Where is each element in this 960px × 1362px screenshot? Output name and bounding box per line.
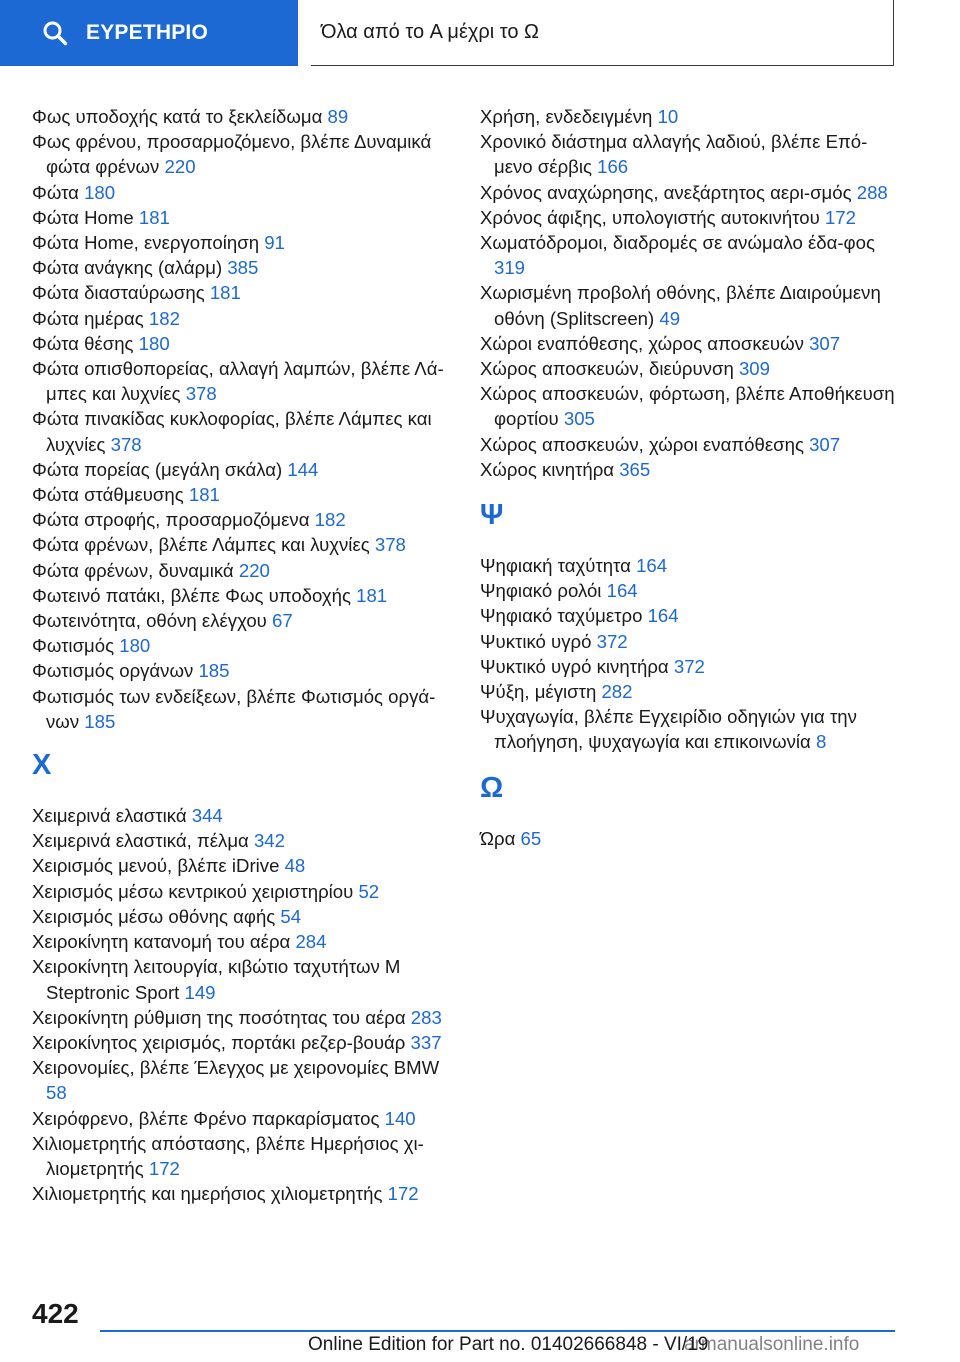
index-entry-text: Φωτισμός οργάνων: [32, 660, 199, 682]
index-entry-text: Χρήση, ενδεδειγμένη: [480, 106, 658, 127]
page-reference-link[interactable]: 10: [657, 106, 679, 127]
page-reference-link[interactable]: 49: [659, 307, 681, 329]
index-entry: [32, 1181, 452, 1206]
page-reference-link[interactable]: 337: [410, 1031, 442, 1053]
page-reference-link[interactable]: 378: [110, 433, 142, 455]
index-entry-text: Φώτα διασταύρωσης: [32, 282, 210, 304]
page-reference-link[interactable]: 372: [596, 630, 628, 652]
index-entry: [32, 658, 452, 683]
index-entry: [480, 629, 900, 654]
page-reference-link[interactable]: 282: [601, 681, 633, 703]
index-entry: [480, 331, 900, 356]
index-entry-text: Ψύξη, μέγιστη: [480, 681, 602, 703]
index-entry: [32, 633, 452, 658]
page-reference-link[interactable]: 288: [856, 181, 888, 203]
index-entry-text: Φωτεινό πατάκι, βλέπε Φως υποδοχής: [32, 584, 357, 606]
index-entry-text: Φωτισμός: [32, 635, 120, 657]
page-reference-link[interactable]: 149: [184, 981, 216, 1003]
page-reference-link[interactable]: 172: [387, 1183, 419, 1205]
page-reference-link[interactable]: 65: [520, 827, 542, 849]
index-entry-text: Χρονικό διάστημα αλλαγής λαδιού, βλέπε Επό-μενο σέρβις: [480, 131, 868, 178]
page-reference-link[interactable]: 164: [647, 605, 679, 627]
index-entry: [480, 679, 900, 704]
page-reference-link[interactable]: 307: [809, 433, 841, 455]
page-reference-link[interactable]: 181: [209, 282, 241, 304]
index-entry-text: Χώρος κινητήρα: [480, 458, 620, 480]
index-entry-text: Χειρισμός μέσω κεντρικού χειριστηρίου: [32, 880, 359, 902]
page-reference-link[interactable]: 67: [272, 610, 293, 632]
page-reference-link[interactable]: 182: [314, 509, 346, 531]
index-entry: [32, 180, 452, 205]
index-entry: [480, 205, 900, 230]
page-reference-link[interactable]: 185: [198, 660, 230, 682]
index-entry-text: Χειροκίνητη κατανομή του αέρα: [32, 931, 296, 953]
index-entry-text: Χιλιομετρητής απόστασης, βλέπε Ημερήσιος χι-λιομετρητής: [32, 1132, 424, 1179]
index-entry-text: Φώτα Home: [32, 206, 139, 228]
section-title: Όλα από το A μέχρι το Ω: [321, 21, 539, 43]
index-tab-label: ΕΥΡΕΤΗΡΙΟ: [86, 21, 208, 44]
page-reference-link[interactable]: 182: [148, 307, 180, 329]
page-reference-link[interactable]: 172: [824, 206, 856, 228]
index-entry: [32, 104, 452, 129]
index-entry: [480, 280, 900, 330]
index-entry: [32, 356, 452, 406]
index-entry-text: Ψυκτικό υγρό κινητήρα: [480, 655, 674, 677]
index-entry: [480, 704, 900, 754]
index-entry: [32, 1055, 452, 1105]
search-icon: [42, 20, 68, 46]
page-reference-link[interactable]: 166: [597, 156, 629, 178]
index-column-left: [32, 104, 452, 1206]
index-entry-text: Φως φρένου, προσαρμοζόμενο, βλέπε Δυναμικά φώτα φρένων: [32, 131, 432, 178]
section-title-box: [311, 0, 894, 66]
edition-note: Online Edition for Part no. 01402666848 - VI/19: [308, 1334, 709, 1355]
index-entry-text: Χειροκίνητος χειρισμός, πορτάκι ρεζερ-βουάρ: [32, 1031, 411, 1053]
page-reference-link[interactable]: 365: [619, 458, 651, 480]
index-entry-text: Χωματόδρομοι, διαδρομές σε ανώμαλο έδα-φος: [480, 232, 875, 254]
index-entry-text: Φωτεινότητα, οθόνη ελέγχου: [32, 610, 273, 632]
page-reference-link[interactable]: 144: [287, 458, 319, 480]
index-entry-text: Φώτα ανάγκης (αλάρμ): [32, 257, 228, 279]
page-reference-link[interactable]: 344: [191, 805, 223, 827]
index-entry: [32, 406, 452, 456]
page-reference-link[interactable]: 181: [188, 484, 220, 506]
index-entry: [32, 608, 452, 633]
page-reference-link[interactable]: 181: [138, 206, 170, 228]
index-letter-heading: Χ: [32, 749, 52, 782]
page-reference-link[interactable]: 172: [148, 1157, 180, 1179]
index-letter-heading: Ψ: [480, 499, 504, 532]
index-entry: [32, 1106, 452, 1131]
index-entry-text: Φώτα οπισθοπορείας, αλλαγή λαμπών, βλέπε Λά-μπες και λυχνίες: [32, 358, 444, 405]
index-entry: [32, 954, 452, 1004]
index-entry-text: Ψηφιακή ταχύτητα: [480, 555, 637, 577]
index-entry-text: Φώτα πορείας (μεγάλη σκάλα): [32, 458, 288, 480]
index-entry: [32, 853, 452, 878]
index-entry: [480, 356, 900, 381]
index-entry-text: Φωτισμός των ενδείξεων, βλέπε Φωτισμός οργά-νων: [32, 685, 436, 732]
index-entry-text: Χειμερινά ελαστικά: [32, 805, 192, 827]
index-entry: [480, 129, 900, 179]
page-reference-link[interactable]: 164: [606, 580, 638, 602]
page-reference-link[interactable]: 342: [253, 830, 285, 852]
index-entry: [32, 558, 452, 583]
index-entry: [480, 603, 900, 628]
index-entry: [32, 457, 452, 482]
footer-divider: [100, 1330, 895, 1332]
index-entry-text: Φώτα Home, ενεργοποίηση: [32, 232, 265, 254]
index-entry: [32, 129, 452, 179]
index-entry: [32, 205, 452, 230]
index-entry: [32, 828, 452, 853]
page-reference-link[interactable]: 58: [46, 1082, 67, 1104]
index-entry: [32, 331, 452, 356]
index-entry-text: Φώτα στροφής, προσαρμοζόμενα: [32, 509, 315, 531]
page-reference-link[interactable]: 89: [327, 106, 349, 127]
index-entry: [480, 381, 900, 431]
page-reference-link[interactable]: 309: [738, 358, 770, 380]
page-number: 422: [32, 1298, 79, 1329]
index-entry-text: Φώτα θέσης: [32, 332, 139, 354]
index-entry: [480, 104, 900, 129]
index-entry: [32, 803, 452, 828]
index-entry: [32, 230, 452, 255]
index-entry-text: Χωρισμένη προβολή οθόνης, βλέπε Διαιρούμενη οθόνη (Splitscreen): [480, 282, 881, 329]
index-entry-text: Χρόνος αναχώρησης, ανεξάρτητος αερι-σμός: [480, 181, 857, 203]
page-reference-link[interactable]: 372: [673, 655, 705, 677]
page-reference-link[interactable]: 52: [358, 880, 380, 902]
index-entry-text: Χειρόφρενο, βλέπε Φρένο παρκαρίσματος: [32, 1107, 385, 1129]
index-entry: [32, 929, 452, 954]
index-entry: [480, 230, 900, 280]
index-entry-text: Χώρος αποσκευών, φόρτωση, βλέπε Αποθήκευση φορτίου: [480, 383, 895, 430]
index-entry: [32, 684, 452, 734]
page-reference-link[interactable]: 319: [494, 257, 526, 279]
index-entry: [32, 1030, 452, 1055]
page-reference-link[interactable]: 284: [295, 931, 327, 953]
index-entry: [480, 180, 900, 205]
index-entry-text: Φώτα: [32, 181, 85, 203]
page-reference-link[interactable]: 283: [410, 1006, 442, 1028]
page-reference-link[interactable]: 220: [164, 156, 196, 178]
index-entry-text: Χώρος αποσκευών, διεύρυνση: [480, 358, 739, 380]
page-reference-link[interactable]: 54: [280, 905, 302, 927]
index-entry-text: Χώροι εναπόθεσης, χώρος αποσκευών: [480, 332, 810, 354]
index-entry-text: Φώτα ημέρας: [32, 307, 149, 329]
index-entry-text: Χειρισμός μέσω οθόνης αφής: [32, 905, 281, 927]
index-entry: [32, 1005, 452, 1030]
page-reference-link[interactable]: 385: [227, 257, 259, 279]
index-entry: [480, 432, 900, 457]
index-entry: [32, 255, 452, 280]
index-entry-text: Χειρονομίες, βλέπε Έλεγχος με χειρονομίες BMW: [32, 1057, 440, 1079]
index-entry-text: Ώρα: [480, 827, 521, 849]
index-entry: [32, 879, 452, 904]
index-entry: [480, 457, 900, 482]
index-entry-text: Χώρος αποσκευών, χώροι εναπόθεσης: [480, 433, 810, 455]
index-entry-text: Φώτα στάθμευσης: [32, 484, 189, 506]
index-entry-text: Ψυχαγωγία, βλέπε Εγχειρίδιο οδηγιών για την πλοήγηση, ψυχαγωγία και επικοινωνία: [480, 706, 857, 753]
page-reference-link[interactable]: 180: [84, 181, 116, 203]
index-entry: [32, 583, 452, 608]
index-entry: [32, 532, 452, 557]
index-entry: [480, 553, 900, 578]
index-entry-text: Χρόνος άφιξης, υπολογιστής αυτοκινήτου: [480, 206, 825, 228]
page-reference-link[interactable]: 305: [563, 408, 595, 430]
watermark: armanualsonline.info: [684, 1334, 860, 1355]
page-reference-link[interactable]: 378: [185, 383, 217, 405]
page-reference-link[interactable]: 140: [384, 1107, 416, 1129]
page-reference-link[interactable]: 378: [374, 534, 406, 556]
top-bar: [0, 0, 960, 66]
index-entry: [32, 904, 452, 929]
index-entry: [32, 306, 452, 331]
index-entry-text: Ψηφιακό ρολόι: [480, 580, 607, 602]
page-reference-link[interactable]: 48: [284, 855, 306, 877]
index-entry-text: Χειμερινά ελαστικά, πέλμα: [32, 830, 254, 852]
page-reference-link[interactable]: 164: [636, 555, 668, 577]
index-column-right: [480, 104, 900, 851]
page-reference-link[interactable]: 180: [119, 635, 151, 657]
index-entry-text: Χειρισμός μενού, βλέπε iDrive: [32, 855, 285, 877]
index-entry: [480, 578, 900, 603]
index-entry-text: Φως υποδοχής κατά το ξεκλείδωμα: [32, 106, 328, 127]
page-reference-link[interactable]: 185: [84, 710, 116, 732]
index-entry: [32, 280, 452, 305]
index-entry-text: Ψηφιακό ταχύμετρο: [480, 605, 648, 627]
index-entry-text: Ψυκτικό υγρό: [480, 630, 597, 652]
index-entry: [32, 482, 452, 507]
index-entry-text: Χειροκίνητη ρύθμιση της ποσότητας του αέρα: [32, 1006, 411, 1028]
index-letter-heading: Ω: [480, 771, 504, 804]
index-entry: [480, 654, 900, 679]
index-search-tab[interactable]: [0, 0, 298, 66]
page-reference-link[interactable]: 181: [356, 584, 388, 606]
index-entry-text: Φώτα φρένων, δυναμικά: [32, 559, 239, 581]
page-reference-link[interactable]: 307: [809, 332, 841, 354]
page-reference-link[interactable]: 8: [815, 731, 827, 753]
index-entry: [480, 826, 900, 851]
index-entry: [32, 507, 452, 532]
page-reference-link[interactable]: 91: [264, 232, 285, 254]
index-entry-text: Φώτα πινακίδας κυκλοφορίας, βλέπε Λάμπες και λυχνίες: [32, 408, 432, 455]
index-entry-text: Χειροκίνητη λειτουργία, κιβώτιο ταχυτήτων M Steptronic Sport: [32, 956, 401, 1003]
index-entry-text: Φώτα φρένων, βλέπε Λάμπες και λυχνίες: [32, 534, 375, 556]
index-entry-text: Χιλιομετρητής και ημερήσιος χιλιομετρητής: [32, 1183, 388, 1205]
index-entry: [32, 1131, 452, 1181]
page-reference-link[interactable]: 180: [138, 332, 170, 354]
page-reference-link[interactable]: 220: [238, 559, 270, 581]
